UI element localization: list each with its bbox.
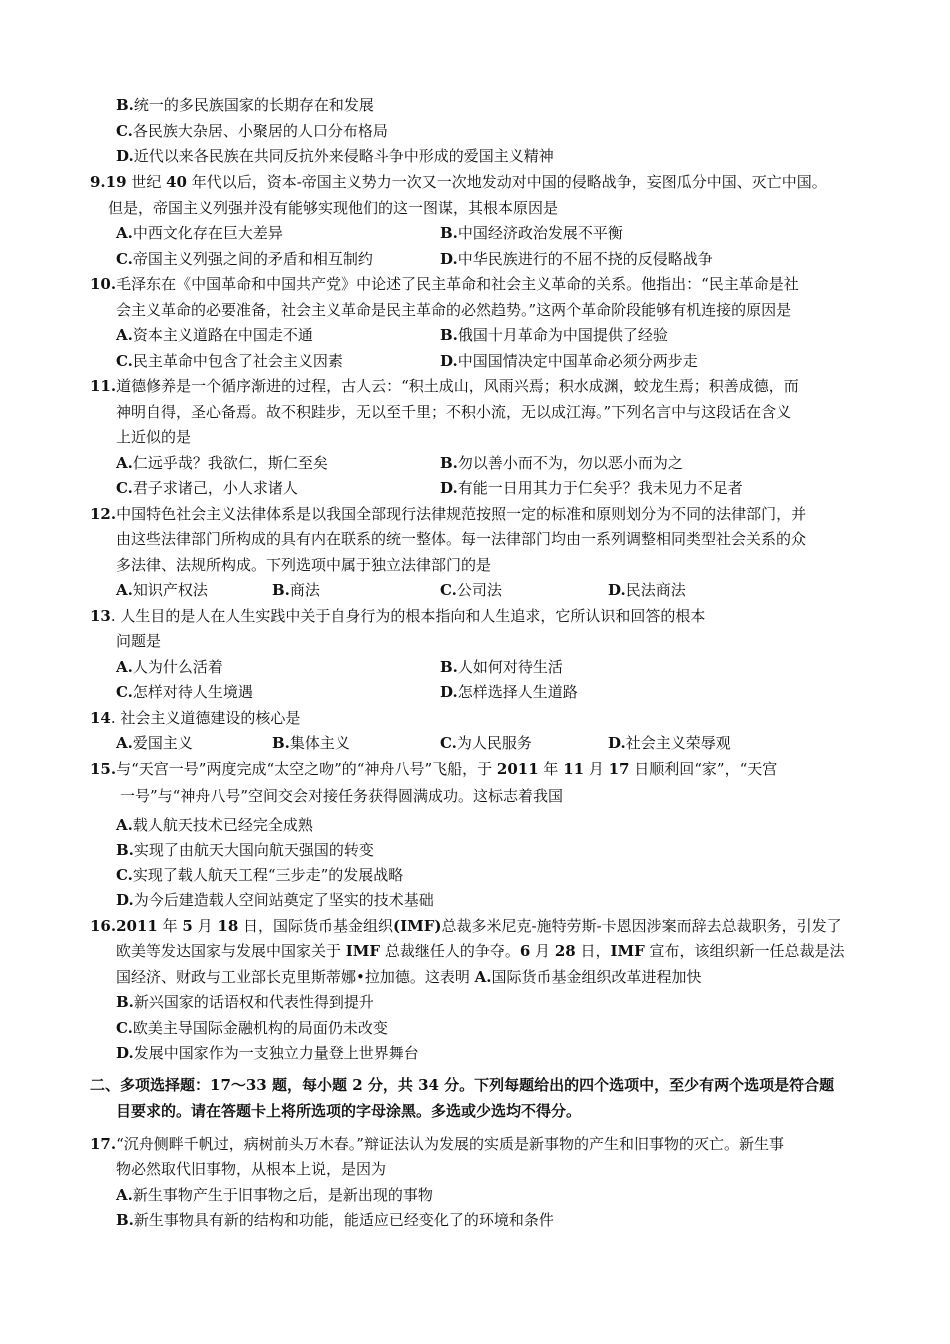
- q9-option-b: B.中国经济政治发展不平衡: [440, 224, 623, 242]
- prev-option-b: B.统一的多民族国家的长期存在和发展: [116, 96, 374, 114]
- q10-option-d: D.中国国情决定中国革命必须分两步走: [440, 352, 698, 370]
- question-17-line-2: 物必然取代旧事物，从根本上说，是因为: [116, 1160, 387, 1178]
- question-15-line-2: 一号”与“神舟八号”空间交会对接任务获得圆满成功。这标志着我国: [120, 787, 564, 805]
- q15-option-a: A.载人航天技术已经完全成熟: [116, 816, 313, 834]
- question-11-line-1: 11.道德修养是一个循序渐进的过程，古人云：“积土成山，风雨兴焉；积水成渊，蛟龙生焉；积善成德，而: [90, 377, 799, 395]
- question-17-line-1: 17.“沉舟侧畔千帆过，病树前头万木春。”辩证法认为发展的实质是新事物的产生和旧事物的灭亡。新生事: [90, 1135, 784, 1153]
- q13-option-b: B.人如何对待生活: [440, 658, 563, 676]
- q17-option-a: A.新生事物产生于旧事物之后，是新出现的事物: [116, 1186, 433, 1204]
- section-2-heading-line-2: 目要求的。请在答题卡上将所选项的字母涂黑。多选或少选均不得分。: [116, 1102, 582, 1120]
- q13-option-c: C.怎样对待人生境遇: [116, 683, 253, 701]
- q10-option-c: C.民主革命中包含了社会主义因素: [116, 352, 343, 370]
- q12-option-c: C.公司法: [440, 581, 502, 599]
- q12-option-d: D.民法商法: [608, 581, 686, 599]
- q14-option-b: B.集体主义: [272, 734, 350, 752]
- q9-option-d: D.中华民族进行的不屈不挠的反侵略战争: [440, 250, 713, 268]
- question-10-line-2: 会主义革命的必要准备，社会主义革命是民主革命的必然趋势。”这两个革命阶段能够有机连接的原因是: [116, 301, 792, 319]
- question-16-line-2: 欧美等发达国家与发展中国家关于 IMF 总裁继任人的争夺。6 月 28 日，IMF 宣布，该组织新一任总裁是法: [116, 942, 845, 960]
- question-11-line-3: 上近似的是: [116, 428, 192, 446]
- q15-option-b: B.实现了由航天大国向航天强国的转变: [116, 841, 374, 859]
- q11-option-b: B.勿以善小而不为，勿以恶小而为之: [440, 454, 683, 472]
- question-14-line-1: 14. 社会主义道德建设的核心是: [90, 709, 301, 727]
- q11-option-d: D.有能一日用其力于仁矣乎？我未见力不足者: [440, 479, 743, 497]
- q10-option-a: A.资本主义道路在中国走不通: [116, 326, 313, 344]
- q14-option-c: C.为人民服务: [440, 734, 532, 752]
- q13-option-d: D.怎样选择人生道路: [440, 683, 578, 701]
- q12-option-b: B.商法: [272, 581, 320, 599]
- question-15-line-1: 15.与“天宫一号”两度完成“太空之吻”的“神舟八号”飞船，于 2011 年 11 月 17 日顺利回“家”，“天宫: [90, 760, 778, 778]
- prev-option-d: D.近代以来各民族在共同反抗外来侵略斗争中形成的爱国主义精神: [116, 147, 554, 165]
- q10-option-b: B.俄国十月革命为中国提供了经验: [440, 326, 668, 344]
- q14-option-d: D.社会主义荣辱观: [608, 734, 731, 752]
- q9-option-c: C.帝国主义列强之间的矛盾和相互制约: [116, 250, 373, 268]
- section-2-heading-line-1: 二、多项选择题：17〜33 题，每小题 2 分，共 34 分。下列每题给出的四个选项中，至少有两个选项是符合题: [90, 1076, 835, 1094]
- question-16-line-1: 16.2011 年 5 月 18 日，国际货币基金组织(IMF)总裁多米尼克-施特劳斯-卡恩因涉案而辞去总裁职务，引发了: [90, 917, 842, 935]
- question-13-line-2: 问题是: [116, 632, 162, 650]
- question-10-line-1: 10.毛泽东在《中国革命和中国共产党》中论述了民主革命和社会主义革命的关系。他指出：“民主革命是社: [90, 275, 799, 293]
- q12-option-a: A.知识产权法: [116, 581, 208, 599]
- q16-option-b: B.新兴国家的话语权和代表性得到提升: [116, 993, 374, 1011]
- question-11-line-2: 神明自得，圣心备焉。故不积跬步，无以至千里；不积小流，无以成江海。”下列名言中与这段话在含义: [116, 403, 792, 421]
- question-9-line-2: 但是，帝国主义列强并没有能够实现他们的这一图谋，其根本原因是: [108, 199, 559, 217]
- q17-option-b: B.新生事物具有新的结构和功能，能适应已经变化了的环境和条件: [116, 1211, 554, 1229]
- q16-option-d: D.发展中国家作为一支独立力量登上世界舞台: [116, 1044, 419, 1062]
- q15-option-c: C.实现了载人航天工程“三步走”的发展战略: [116, 866, 404, 884]
- question-13-line-1: 13. 人生目的是人在人生实践中关于自身行为的根本指向和人生追求，它所认识和回答的根本: [90, 607, 706, 625]
- question-12-line-2: 由这些法律部门所构成的具有内在联系的统一整体。每一法律部门均由一系列调整相同类型社会关系的众: [116, 530, 807, 548]
- question-16-line-3: 国经济、财政与工业部长克里斯蒂娜•拉加德。这表明 A.国际货币基金组织改革进程加快: [116, 968, 702, 986]
- q13-option-a: A.人为什么活着: [116, 658, 223, 676]
- q15-option-d: D.为今后建造载人空间站奠定了坚实的技术基础: [116, 891, 434, 909]
- q9-option-a: A.中西文化存在巨大差异: [116, 224, 283, 242]
- question-12-line-3: 多法律、法规所构成。下列选项中属于独立法律部门的是: [116, 556, 492, 574]
- q11-option-c: C.君子求诸己，小人求诸人: [116, 479, 298, 497]
- prev-option-c: C.各民族大杂居、小聚居的人口分布格局: [116, 122, 388, 140]
- q14-option-a: A.爱国主义: [116, 734, 193, 752]
- q16-option-c: C.欧美主导国际金融机构的局面仍未改变: [116, 1019, 388, 1037]
- question-9-line-1: 9.19 世纪 40 年代以后，资本-帝国主义势力一次又一次地发动对中国的侵略战争，妄图瓜分中国、灭亡中国。: [90, 173, 827, 191]
- q11-option-a: A.仁远乎哉？我欲仁，斯仁至矣: [116, 454, 328, 472]
- question-12-line-1: 12.中国特色社会主义法律体系是以我国全部现行法律规范按照一定的标准和原则划分为不同的法律部门，并: [90, 505, 807, 523]
